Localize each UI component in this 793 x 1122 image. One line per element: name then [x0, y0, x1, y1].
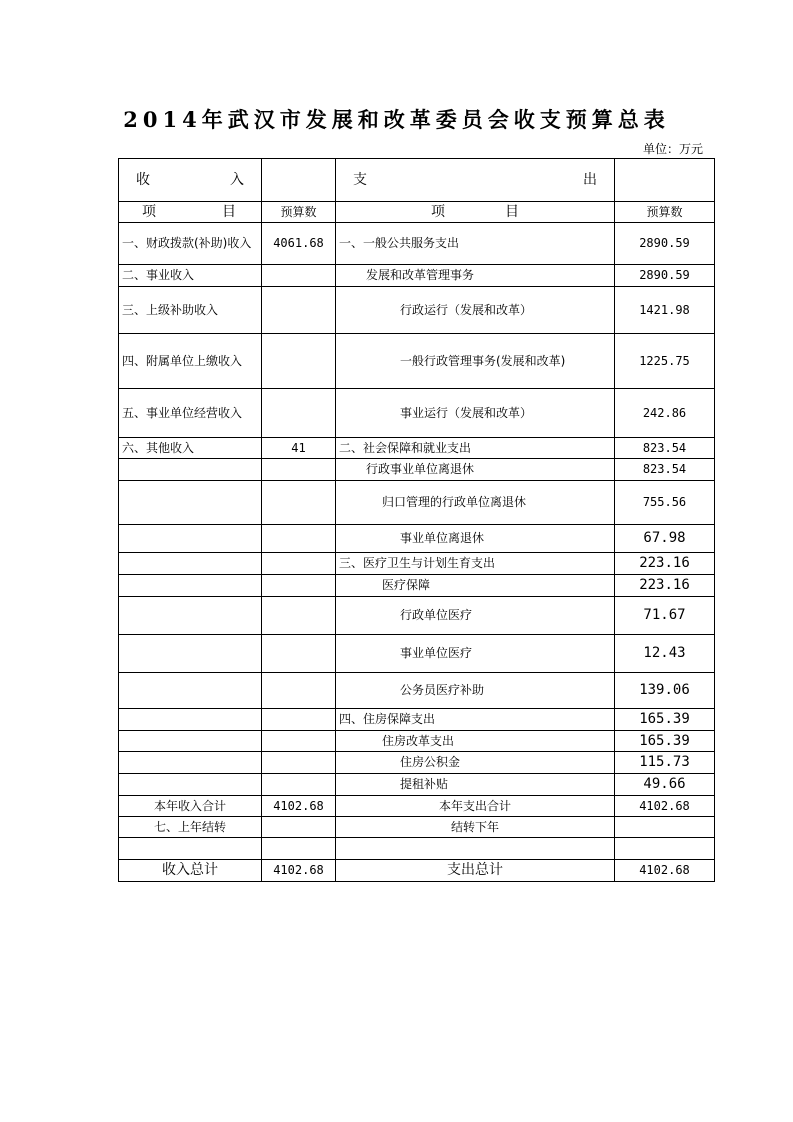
income-amount: 4102.68 [262, 796, 336, 817]
income-amount [262, 709, 336, 731]
table-row [119, 223, 715, 265]
income-section-header: 收 入 [119, 159, 262, 202]
table-row [119, 752, 715, 774]
expense-amount: 223.16 [615, 553, 715, 575]
income-amount [262, 525, 336, 553]
income-subtotal-label: 本年收入合计 [119, 796, 262, 817]
income-item [119, 459, 262, 481]
section-header-row [119, 159, 715, 202]
table-row [119, 731, 715, 752]
income-item [119, 553, 262, 575]
expense-amount: 4102.68 [615, 860, 715, 882]
expense-item: 住房改革支出 [336, 731, 615, 752]
expense-amount: 67.98 [615, 525, 715, 553]
expense-item: 行政运行（发展和改革） [336, 287, 615, 334]
income-item: 七、上年结转 [119, 817, 262, 838]
expense-item: 住房公积金 [336, 752, 615, 774]
table-row [119, 525, 715, 553]
expense-section-header: 支 出 [336, 159, 615, 202]
income-item [119, 575, 262, 597]
expense-item: 二、社会保障和就业支出 [336, 438, 615, 459]
income-item: 一、财政拨款(补助)收入 [119, 223, 262, 265]
income-amount: 4061.68 [262, 223, 336, 265]
table-row [119, 265, 715, 287]
table-row [119, 459, 715, 481]
expense-item: 医疗保障 [336, 575, 615, 597]
page-title: 2014年武汉市发展和改革委员会收支预算总表 [123, 107, 670, 132]
income-amount [262, 459, 336, 481]
expense-item: 一、一般公共服务支出 [336, 223, 615, 265]
expense-amount: 823.54 [615, 438, 715, 459]
income-item [119, 481, 262, 525]
income-item [119, 774, 262, 796]
income-amount: 4102.68 [262, 860, 336, 882]
table-row [119, 389, 715, 438]
table-row [119, 673, 715, 709]
budget-table [118, 158, 715, 882]
expense-item: 事业单位离退休 [336, 525, 615, 553]
table-row [119, 575, 715, 597]
income-item [119, 635, 262, 673]
income-amount [262, 838, 336, 860]
expense-amount: 223.16 [615, 575, 715, 597]
income-item [119, 709, 262, 731]
income-amount [262, 817, 336, 838]
expense-item: 发展和改革管理事务 [336, 265, 615, 287]
income-item [119, 731, 262, 752]
table-row [119, 334, 715, 389]
table-row [119, 438, 715, 459]
expense-amount: 1225.75 [615, 334, 715, 389]
expense-amount: 755.56 [615, 481, 715, 525]
expense-amount: 2890.59 [615, 265, 715, 287]
expense-subtotal-label: 本年支出合计 [336, 796, 615, 817]
expense-amount: 49.66 [615, 774, 715, 796]
table-row [119, 774, 715, 796]
expense-amount: 4102.68 [615, 796, 715, 817]
table-row [119, 553, 715, 575]
income-budget-header: 预算数 [262, 202, 336, 223]
income-item: 五、事业单位经营收入 [119, 389, 262, 438]
income-amount [262, 287, 336, 334]
income-amount [262, 752, 336, 774]
table-row [119, 709, 715, 731]
income-amount [262, 575, 336, 597]
expense-budget-header: 预算数 [615, 202, 715, 223]
expense-total-label: 支出总计 [336, 860, 615, 882]
income-item: 六、其他收入 [119, 438, 262, 459]
income-item: 二、事业收入 [119, 265, 262, 287]
table-row-carryover [119, 817, 715, 838]
expense-item-header: 项 目 [336, 202, 615, 223]
income-item: 三、上级补助收入 [119, 287, 262, 334]
income-amount [262, 774, 336, 796]
expense-amount: 242.86 [615, 389, 715, 438]
income-amount [262, 334, 336, 389]
expense-item: 事业单位医疗 [336, 635, 615, 673]
income-amount [262, 635, 336, 673]
expense-item: 结转下年 [336, 817, 615, 838]
expense-amount: 165.39 [615, 709, 715, 731]
income-amount [262, 389, 336, 438]
expense-item: 归口管理的行政单位离退休 [336, 481, 615, 525]
income-amount [262, 481, 336, 525]
expense-amount: 115.73 [615, 752, 715, 774]
expense-amount: 139.06 [615, 673, 715, 709]
expense-item [336, 838, 615, 860]
table-row [119, 635, 715, 673]
income-amount [262, 731, 336, 752]
income-amount [262, 553, 336, 575]
empty-cell [262, 159, 336, 202]
income-item [119, 597, 262, 635]
expense-item: 行政单位医疗 [336, 597, 615, 635]
column-header-row [119, 202, 715, 223]
income-amount: 41 [262, 438, 336, 459]
expense-amount: 1421.98 [615, 287, 715, 334]
table-row [119, 838, 715, 860]
expense-amount: 2890.59 [615, 223, 715, 265]
table-row [119, 481, 715, 525]
income-item: 四、附属单位上缴收入 [119, 334, 262, 389]
expense-amount: 71.67 [615, 597, 715, 635]
empty-cell [615, 159, 715, 202]
income-amount [262, 265, 336, 287]
expense-amount [615, 838, 715, 860]
expense-item: 行政事业单位离退休 [336, 459, 615, 481]
expense-item: 三、医疗卫生与计划生育支出 [336, 553, 615, 575]
table-row-total [119, 860, 715, 882]
income-item [119, 838, 262, 860]
income-item-header: 项 目 [119, 202, 262, 223]
expense-amount: 165.39 [615, 731, 715, 752]
income-item [119, 673, 262, 709]
income-amount [262, 673, 336, 709]
income-amount [262, 597, 336, 635]
expense-amount [615, 817, 715, 838]
expense-item: 公务员医疗补助 [336, 673, 615, 709]
expense-amount: 823.54 [615, 459, 715, 481]
expense-item: 事业运行（发展和改革） [336, 389, 615, 438]
expense-item: 四、住房保障支出 [336, 709, 615, 731]
expense-item: 提租补贴 [336, 774, 615, 796]
expense-amount: 12.43 [615, 635, 715, 673]
income-item [119, 752, 262, 774]
table-row [119, 597, 715, 635]
income-item [119, 525, 262, 553]
income-total-label: 收入总计 [119, 860, 262, 882]
table-row [119, 287, 715, 334]
expense-item: 一般行政管理事务(发展和改革) [336, 334, 615, 389]
table-row-subtotal [119, 796, 715, 817]
unit-label: 单位：万元 [643, 142, 704, 156]
